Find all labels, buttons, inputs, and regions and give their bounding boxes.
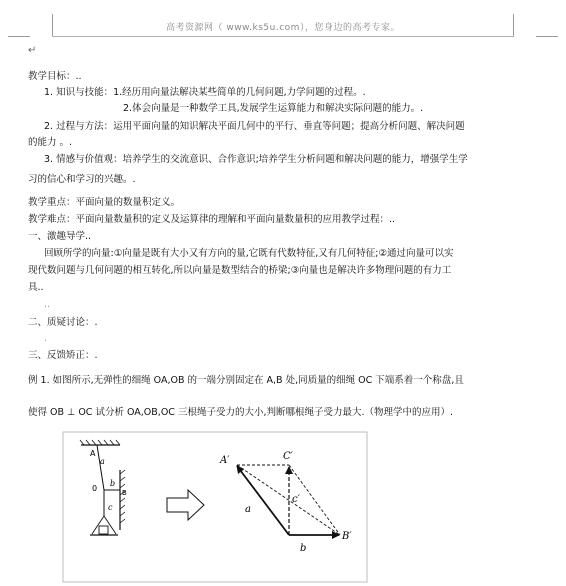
text-line: .	[44, 333, 48, 344]
rope-diagram	[80, 440, 127, 535]
header-text: 高考资源网（ www.ks5u.com），您身边的高考专家。	[166, 23, 400, 33]
text-line: 教学难点：平面向量数量积的定义及运算律的理解和平面向量数量积的应用教学过程：..	[28, 214, 396, 225]
text-line: 使得 OB ⊥ OC 试分析 OA,OB,OC 三根绳子受力的大小,判断哪根绳子受力最大.（物理学中的应用）.	[28, 407, 454, 418]
label-O: 0	[92, 484, 98, 493]
text-line: 二、质疑讨论：.	[28, 317, 98, 328]
paragraph-mark-icon: ↵	[28, 45, 37, 56]
text-line: 教学重点：平面向量的数量积定义。	[28, 197, 181, 208]
text-line: 2.体会向量是一种数学工具,发展学生运算能力和解决实际问题的能力。.	[123, 103, 424, 114]
vector-a-arrow	[237, 466, 289, 535]
text-line: 回顾所学的向量:①向量是既有大小又有方向的量,它既有代数特征,又有几何特征;②通过向量可以实	[44, 248, 454, 259]
text-line: ..	[44, 299, 51, 310]
label-B: B	[122, 489, 127, 497]
label-vector-c-prime: c′	[292, 494, 300, 505]
weight-block	[99, 526, 108, 534]
label-B-prime: B′	[342, 531, 352, 542]
text-line: 1. 知识与技能：1.经历用向量法解决某些简单的几何问题,力学问题的过程。.	[44, 87, 366, 98]
text-line: 具..	[28, 282, 44, 293]
dashed-line	[237, 465, 340, 535]
ceiling-hatch	[80, 440, 120, 445]
label-vector-b: b	[110, 479, 116, 488]
transform-arrow-icon	[167, 490, 204, 520]
label-A-prime: A′	[220, 455, 230, 466]
vector-diagram	[219, 451, 352, 554]
label-vector-a-right: a	[245, 504, 251, 515]
text-line: 3. 情感与价值观：培养学生的交流意识、合作意识;培养学生分析问题和解决问题的能力，增强学生学	[44, 154, 468, 165]
label-A: A	[90, 449, 96, 458]
text-line: 的能力 。.	[28, 137, 73, 148]
text-line: 现代数问题与几何问题的相互转化,所以向量是数型结合的桥梁;③向量也是解决许多物理问题的有力工	[28, 265, 452, 276]
rope-oa	[97, 445, 104, 490]
text-line: 习的信心和学习的兴趣。.	[28, 174, 136, 185]
pan-string	[104, 516, 116, 534]
label-vector-a: a	[100, 457, 105, 466]
text-line: 2. 过程与方法：运用平面向量的知识解决平面几何中的平行、垂直等问题；提高分析问题、解决问题	[44, 121, 465, 132]
text-line: 三、反馈矫正：.	[28, 350, 98, 361]
text-line: 例 1. 如图所示,无弹性的细绳 OA,OB 的一端分别固定在 A,B 处,同质量的细绳 OC 下端系着一个称盘,且	[28, 375, 464, 386]
pan-string	[92, 516, 104, 534]
label-vector-c: c	[108, 503, 113, 512]
text-line: 教学目标：..	[28, 71, 82, 82]
label-vector-b-right: b	[300, 543, 307, 554]
text-line: 一、激趣导学..	[28, 231, 92, 242]
label-C-prime: C′	[283, 451, 293, 462]
